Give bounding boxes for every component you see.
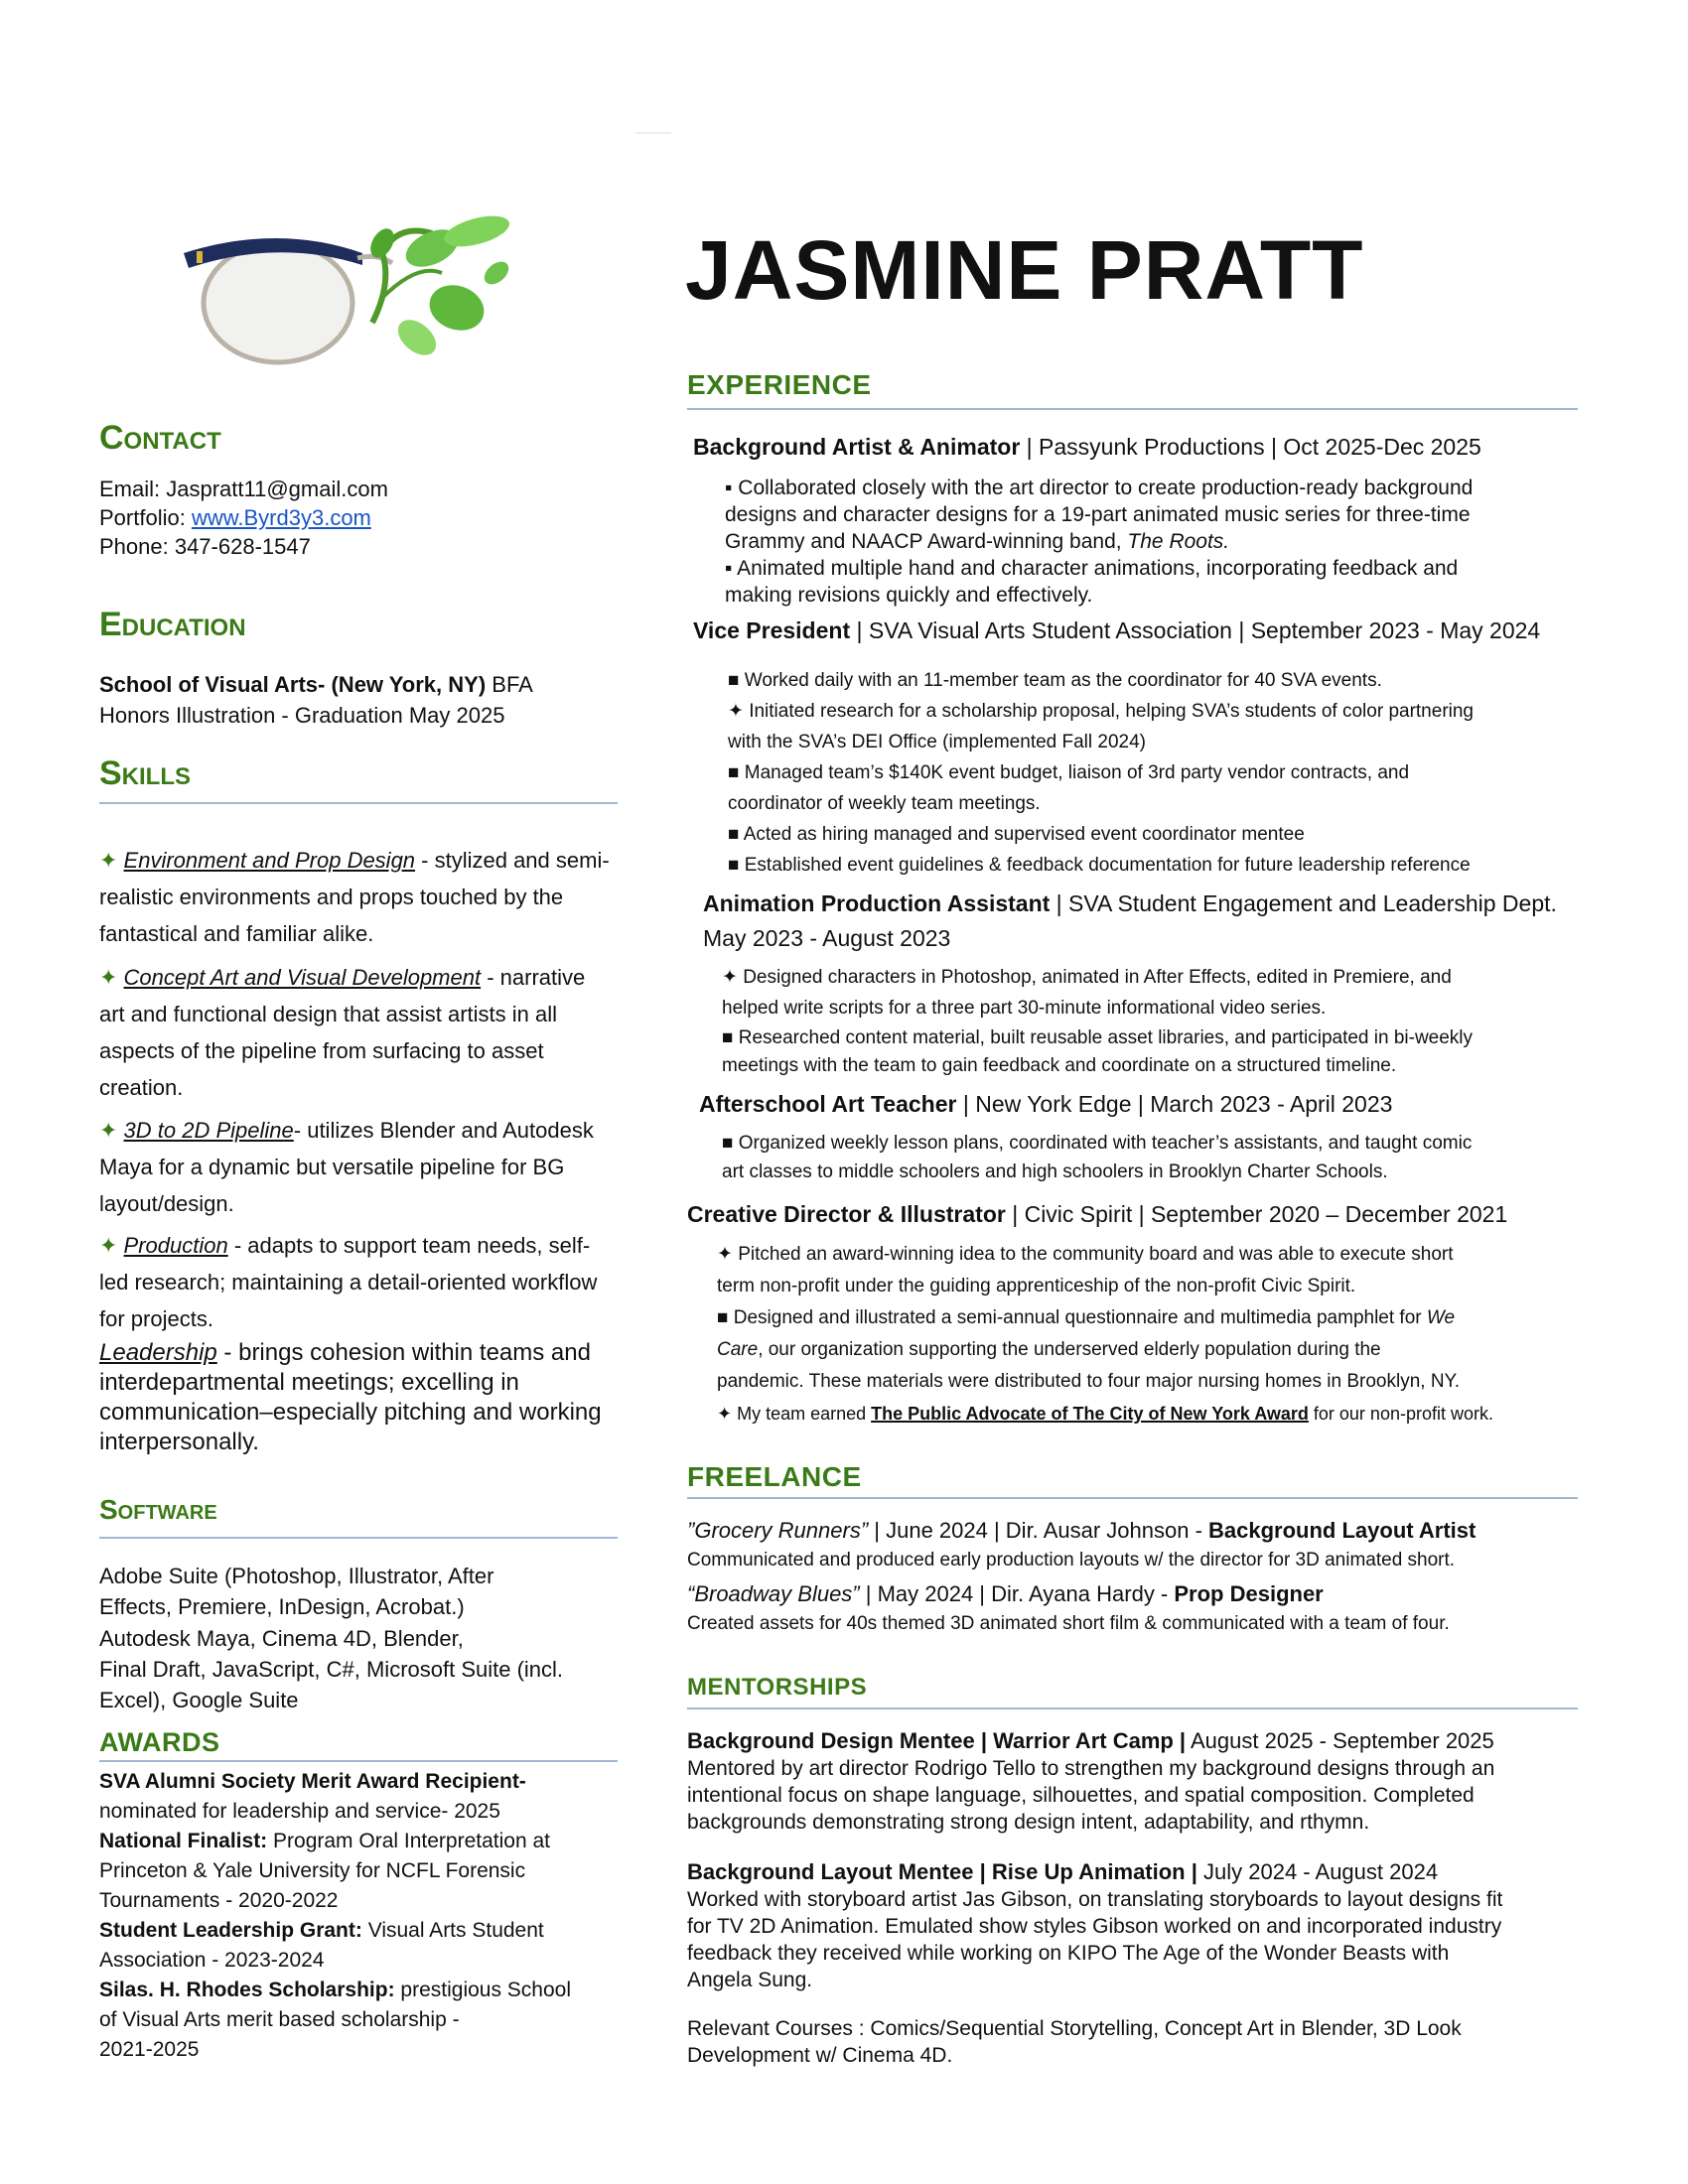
- software-line: Excel), Google Suite: [99, 1688, 299, 1712]
- mentorship-line: for TV 2D Animation. Emulated show styles Gibson worked on and incorporated industry: [687, 1915, 1502, 1938]
- bullet-line: ■ Designed and illustrated a semi-annual questionnaire and multimedia pamphlet for: [717, 1307, 1427, 1328]
- glasses-with-vine-logo: [179, 204, 536, 372]
- mentorship-line: backgrounds demonstrating strong design intent, adaptability, and rthymn.: [687, 1811, 1370, 1834]
- mentorship-item: [687, 1727, 1591, 1836]
- contact-heading: Contact: [99, 419, 221, 457]
- mentorship-dates: August 2025 - September 2025: [1186, 1728, 1494, 1753]
- job-meta: | SVA Visual Arts Student Association | September 2023 - May 2024: [850, 617, 1541, 643]
- portfolio-label: Portfolio:: [99, 505, 192, 530]
- contact-phone: Phone: 347-628-1547: [99, 534, 311, 559]
- mentorship-line: Angela Sung.: [687, 1969, 813, 1991]
- project-meta: | May 2024 | Dir. Ayana Hardy -: [859, 1581, 1175, 1606]
- bullet-line: for our non-profit work.: [1308, 1404, 1493, 1424]
- skill-item: [99, 959, 616, 1106]
- skill-desc: - brings cohesion within teams and interdepartmental meetings; excelling in communication–especially pitching and working interpersonally.: [99, 1339, 602, 1455]
- job-bullets: [725, 475, 1473, 609]
- degree: BFA: [486, 672, 533, 697]
- education-heading: Education: [99, 606, 246, 643]
- skill-title: Environment and Prop Design: [123, 848, 416, 873]
- award-title: National Finalist:: [99, 1830, 268, 1852]
- software-line: Final Draft, JavaScript, C#, Microsoft Suite (incl.: [99, 1657, 564, 1682]
- job-title-line: [693, 432, 1481, 462]
- skill-item: [99, 842, 616, 952]
- mentorship-line: intentional focus on shape language, silhouettes, and spatial composition. Completed: [687, 1784, 1475, 1807]
- skill-desc: - stylized and semi-realistic environments and props touched by the fantastical and familiar alike.: [99, 848, 610, 946]
- job-title: Afterschool Art Teacher: [699, 1091, 957, 1117]
- org-name: We: [1426, 1307, 1456, 1328]
- award-name: The Public Advocate of The City of New York Award: [871, 1404, 1309, 1424]
- bullet-line: ✦ Designed characters in Photoshop, animated in After Effects, edited in Premiere, and: [722, 967, 1452, 988]
- skill-title: Leadership: [99, 1339, 217, 1366]
- freelance-item: [687, 1516, 1476, 1546]
- skill-title: Concept Art and Visual Development: [123, 965, 482, 990]
- resume-name: JASMINE PRATT: [685, 223, 1364, 317]
- skill-title: Production: [123, 1233, 228, 1258]
- skill-desc: - narrative art and functional design that assist artists in all aspects of the pipeline from surfacing to asset creation.: [99, 965, 586, 1100]
- job-title-line: [693, 615, 1540, 645]
- bullet-line: , our organization supporting the underserved elderly population during the: [758, 1339, 1381, 1360]
- skill-desc: - adapts to support team needs, self-led research; maintaining a detail-oriented workflow for projects.: [99, 1233, 598, 1331]
- job-title-line: [687, 1199, 1507, 1229]
- bullet-line: ■ Researched content material, built reusable asset libraries, and participated in bi-weekly: [722, 1027, 1474, 1048]
- contact-email: Email: Jaspratt11@gmail.com: [99, 477, 388, 501]
- award-desc: of Visual Arts merit based scholarship -: [99, 2008, 460, 2031]
- top-mark: [635, 132, 671, 134]
- bullet-line: art classes to middle schoolers and high schoolers in Brooklyn Charter Schools.: [722, 1161, 1388, 1182]
- project-meta: | June 2024 | Dir. Ausar Johnson -: [868, 1518, 1209, 1543]
- project-title: “Broadway Blues”: [687, 1581, 860, 1606]
- freelance-rule: [687, 1497, 1578, 1499]
- star-icon: ✦: [99, 965, 124, 990]
- education-school: [99, 670, 533, 700]
- skill-desc: - utilizes Blender and Autodesk Maya for a dynamic but versatile pipeline for BG layout/design.: [99, 1118, 594, 1216]
- skills-heading: Skills: [99, 754, 192, 792]
- bullet-line: Grammy and NAACP Award-winning band,: [725, 530, 1128, 553]
- software-line: Autodesk Maya, Cinema 4D, Blender,: [99, 1626, 464, 1651]
- mentorship-line: feedback they received while working on KIPO The Age of the Wonder Beasts with: [687, 1942, 1450, 1965]
- star-icon: ✦: [99, 1118, 124, 1143]
- freelance-item: [687, 1579, 1324, 1609]
- job-meta: | Civic Spirit | September 2020 – December 2021: [1005, 1201, 1508, 1227]
- award-desc: Program Oral Interpretation at: [267, 1830, 550, 1852]
- org-name: Care: [717, 1339, 759, 1360]
- award-title: Silas. H. Rhodes Scholarship:: [99, 1979, 395, 2001]
- bullet-line: ■ Acted as hiring managed and supervised event coordinator mentee: [728, 824, 1305, 845]
- job-bullets: [722, 1129, 1472, 1186]
- courses-line: Development w/ Cinema 4D.: [687, 2044, 953, 2067]
- mentorship-line: Mentored by art director Rodrigo Tello to strengthen my background designs through an: [687, 1757, 1495, 1780]
- software-heading: Software: [99, 1494, 217, 1525]
- bullet-line: pandemic. These materials were distributed to four major nursing homes in Brooklyn, NY.: [717, 1371, 1461, 1392]
- bullet-line: with the SVA’s DEI Office (implemented Fall 2024): [728, 732, 1146, 752]
- award-desc: Association - 2023-2024: [99, 1949, 325, 1972]
- awards-heading: AWARDS: [99, 1727, 220, 1757]
- bullet-line: meetings with the team to gain feedback and coordinate on a structured timeline.: [722, 1055, 1397, 1076]
- project-role: Background Layout Artist: [1208, 1518, 1477, 1543]
- experience-heading: EXPERIENCE: [687, 369, 872, 400]
- job-bullets: [728, 665, 1474, 881]
- mentorship-title: Background Design Mentee | Warrior Art Camp |: [687, 1728, 1187, 1753]
- education-program: Honors Illustration - Graduation May 2025: [99, 703, 505, 728]
- bullet-line: ▪ Animated multiple hand and character animations, incorporating feedback and: [725, 557, 1459, 580]
- bullet-line: helped write scripts for a three part 30-minute informational video series.: [722, 998, 1327, 1019]
- freelance-heading: FREELANCE: [687, 1461, 862, 1492]
- award-desc: nominated for leadership and service- 2025: [99, 1800, 500, 1823]
- award-title: Student Leadership Grant:: [99, 1919, 362, 1942]
- freelance-desc: Created assets for 40s themed 3D animated short film & communicated with a team of four.: [687, 1613, 1450, 1634]
- job-bullets: [717, 1239, 1493, 1430]
- mentorships-heading: MENTORSHIPS: [687, 1674, 868, 1701]
- software-line: Adobe Suite (Photoshop, Illustrator, After: [99, 1564, 494, 1588]
- award-desc: 2021-2025: [99, 2038, 200, 2061]
- star-icon: ✦: [99, 848, 124, 873]
- school-name: School of Visual Arts- (New York, NY): [99, 672, 487, 697]
- mentorship-line: Worked with storyboard artist Jas Gibson, on translating storyboards to layout designs fit: [687, 1888, 1503, 1911]
- courses-line: Relevant Courses : Comics/Sequential Storytelling, Concept Art in Blender, 3D Look: [687, 2017, 1462, 2040]
- bullet-line: ■ Managed team’s $140K event budget, liaison of 3rd party vendor contracts, and: [728, 762, 1410, 783]
- software-rule: [99, 1537, 618, 1539]
- bullet-line: ✦ Initiated research for a scholarship proposal, helping SVA’s students of color partnering: [728, 701, 1475, 722]
- award-desc: Tournaments - 2020-2022: [99, 1889, 339, 1912]
- skill-item: [99, 1227, 616, 1337]
- job-meta: | New York Edge | March 2023 - April 2023: [956, 1091, 1393, 1117]
- bullet-line: making revisions quickly and effectively.: [725, 584, 1093, 607]
- awards-rule: [99, 1760, 618, 1762]
- award-desc: prestigious School: [394, 1979, 572, 2001]
- bullet-line: term non-profit under the guiding apprenticeship of the non-profit Civic Spirit.: [717, 1276, 1356, 1297]
- mentorship-dates: July 2024 - August 2024: [1196, 1859, 1439, 1884]
- skill-item: [99, 1112, 616, 1222]
- contact-portfolio: [99, 503, 371, 532]
- job-title: Vice President: [693, 617, 851, 643]
- bullet-line: ■ Worked daily with an 11-member team as the coordinator for 40 SVA events.: [728, 670, 1382, 691]
- skill-leadership: [99, 1338, 626, 1457]
- bullet-line: ✦ My team earned: [717, 1404, 872, 1424]
- job-meta: | Passyunk Productions | Oct 2025-Dec 2025: [1020, 434, 1481, 460]
- band-name: The Roots.: [1127, 530, 1230, 553]
- job-title: Background Artist & Animator: [693, 434, 1021, 460]
- job-title-line: [699, 1089, 1392, 1119]
- award-item: [99, 1767, 635, 2065]
- star-icon: ✦: [99, 1233, 124, 1258]
- bullet-line: coordinator of weekly team meetings.: [728, 793, 1041, 814]
- skills-rule: [99, 802, 618, 804]
- award-title: SVA Alumni Society Merit Award Recipient-: [99, 1770, 526, 1793]
- award-desc: Visual Arts Student: [361, 1919, 544, 1942]
- mentorship-item: [687, 1858, 1591, 1993]
- job-title: Animation Production Assistant: [703, 890, 1051, 916]
- software-line: Effects, Premiere, InDesign, Acrobat.): [99, 1594, 465, 1619]
- job-bullets: [722, 962, 1473, 1079]
- job-title-line: [703, 888, 1557, 918]
- freelance-desc: Communicated and produced early production layouts w/ the director for 3D animated short.: [687, 1550, 1456, 1570]
- bullet-line: designs and character designs for a 19-part animated music series for three-time: [725, 503, 1471, 526]
- bullet-line: ▪ Collaborated closely with the art director to create production-ready background: [725, 477, 1474, 499]
- mentorships-rule: [687, 1707, 1578, 1709]
- project-role: Prop Designer: [1174, 1581, 1324, 1606]
- bullet-line: ■ Organized weekly lesson plans, coordinated with teacher’s assistants, and taught comic: [722, 1133, 1473, 1154]
- relevant-courses: [687, 2015, 1591, 2069]
- skill-title: 3D to 2D Pipeline: [123, 1118, 294, 1143]
- portfolio-link[interactable]: www.Byrd3y3.com: [191, 505, 371, 530]
- bullet-line: ■ Established event guidelines & feedback documentation for future leadership reference: [728, 855, 1471, 876]
- job-title: Creative Director & Illustrator: [687, 1201, 1006, 1227]
- project-title: ”Grocery Runners”: [687, 1518, 869, 1543]
- experience-rule: [687, 408, 1578, 410]
- job-meta: | SVA Student Engagement and Leadership Dept.: [1050, 890, 1557, 916]
- job-dates: May 2023 - August 2023: [703, 925, 951, 951]
- award-desc: Princeton & Yale University for NCFL Forensic: [99, 1859, 526, 1882]
- bullet-line: ✦ Pitched an award-winning idea to the community board and was able to execute short: [717, 1244, 1454, 1265]
- mentorship-title: Background Layout Mentee | Rise Up Animation |: [687, 1859, 1197, 1884]
